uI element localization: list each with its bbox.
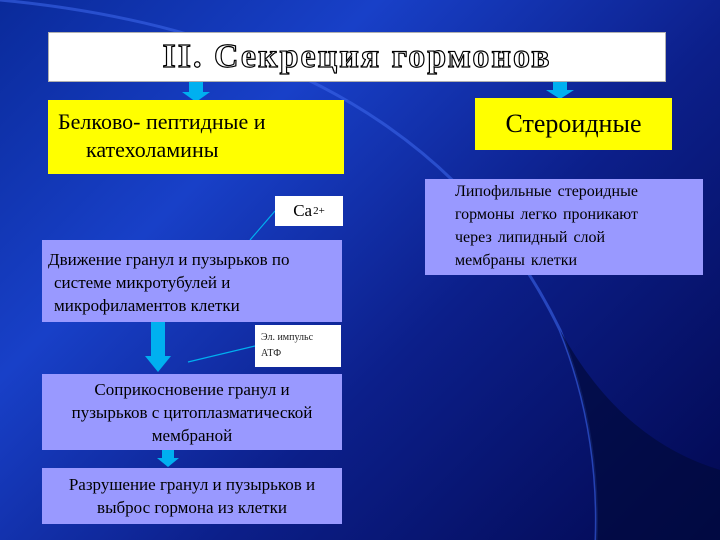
step-granule-movement bbox=[42, 240, 342, 322]
calcium-charge: 2+ bbox=[313, 205, 325, 217]
steroid-desc-line4: мембраны клетки bbox=[455, 252, 578, 269]
slide-title-box bbox=[48, 32, 666, 82]
slide-title: II. Секреция гормонов bbox=[162, 38, 552, 75]
protein-peptide-header-line1: Белково- пептидные и bbox=[58, 109, 266, 134]
step-granule-destruction bbox=[42, 468, 342, 524]
calcium-label-box bbox=[275, 196, 343, 226]
protein-peptide-header-line2: катехоламины bbox=[86, 137, 219, 162]
step2-line1: Соприкосновение гранул и bbox=[94, 380, 290, 399]
calcium-label: Ca bbox=[293, 201, 313, 220]
step1-line2: системе микротубулей и bbox=[54, 273, 231, 292]
ca-connector-line bbox=[250, 211, 275, 240]
step2-line3: мембраной bbox=[151, 426, 233, 445]
arrow-step1-to-step2-icon bbox=[145, 322, 171, 372]
arrow-step2-to-step3-icon bbox=[157, 450, 179, 467]
steroid-description bbox=[425, 179, 703, 275]
arrow-down-left-icon bbox=[182, 82, 210, 102]
step2-line2: пузырьков с цитоплазматической bbox=[71, 403, 313, 422]
background-dark-corner bbox=[560, 330, 720, 540]
steroid-desc-line3: через липидный слой bbox=[455, 229, 606, 246]
atp-label: АТФ bbox=[261, 348, 282, 359]
step1-line1: Движение гранул и пузырьков по bbox=[48, 250, 290, 269]
step1-line3: микрофиламентов клетки bbox=[54, 296, 240, 315]
steroid-header bbox=[475, 98, 672, 150]
impulse-connector-line bbox=[188, 346, 255, 362]
steroid-header-text: Стероидные bbox=[505, 109, 642, 138]
impulse-label: Эл. импульс bbox=[261, 332, 314, 343]
steroid-desc-line1: Липофильные стероидные bbox=[455, 183, 638, 200]
step3-line2: выброс гормона из клетки bbox=[97, 498, 287, 517]
protein-peptide-header bbox=[48, 100, 344, 174]
impulse-atp-label-box bbox=[255, 325, 341, 367]
step3-line1: Разрушение гранул и пузырьков и bbox=[68, 475, 316, 494]
arrow-down-right-icon bbox=[546, 82, 574, 99]
steroid-desc-line2: гормоны легко проникают bbox=[455, 206, 639, 223]
step-granule-contact bbox=[42, 374, 342, 450]
